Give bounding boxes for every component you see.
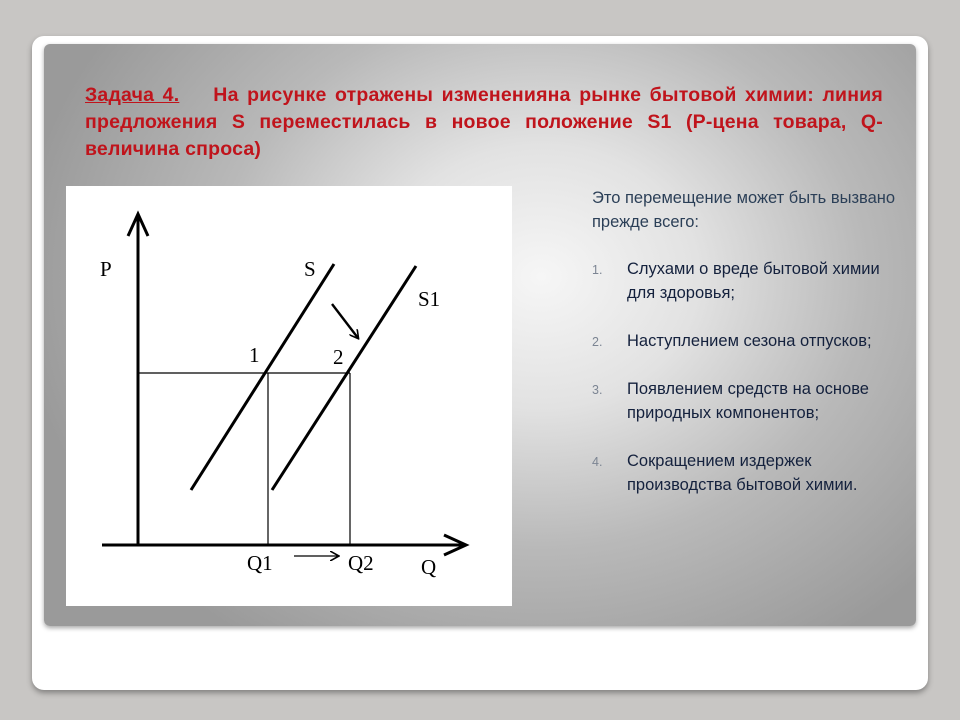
p-axis-label: P xyxy=(100,257,112,281)
option-number: 4. xyxy=(592,455,603,469)
question-intro: Это перемещение может быть вызвано прежде всего: xyxy=(592,189,896,231)
supply-shift-diagram xyxy=(66,186,512,606)
answer-option xyxy=(592,329,902,353)
option-text: Наступлением сезона отпусков; xyxy=(627,332,872,350)
point-1-label: 1 xyxy=(249,343,260,367)
s1-curve xyxy=(272,266,416,490)
s-curve-label: S xyxy=(304,257,316,281)
option-number: 2. xyxy=(592,335,603,349)
task-label: Задача 4. xyxy=(85,84,180,106)
shift-arrow xyxy=(332,304,358,338)
answer-options-list xyxy=(592,257,902,521)
option-text: Сокращением издержек производства бытовой химии. xyxy=(627,452,858,494)
diagram-svg xyxy=(66,186,512,606)
task-text: На рисунке отражены измененияна рынке бытовой химии: линия предложения S переместилась в новое положение S1 (P-цена товара, Q- величина спроса) xyxy=(85,84,883,160)
task-title xyxy=(85,82,883,163)
option-text: Слухами о вреде бытовой химии для здоровья; xyxy=(627,260,880,302)
q1-label: Q1 xyxy=(247,551,273,575)
answer-option xyxy=(592,257,902,305)
q2-label: Q2 xyxy=(348,551,374,575)
option-text: Появлением средств на основе природных компонентов; xyxy=(627,380,869,422)
s1-curve-label: S1 xyxy=(418,287,441,311)
option-number: 3. xyxy=(592,383,603,397)
point-2-label: 2 xyxy=(333,345,344,369)
answer-option xyxy=(592,377,902,425)
answer-option xyxy=(592,449,902,497)
q-axis-label: Q xyxy=(421,555,437,579)
option-number: 1. xyxy=(592,263,603,277)
s-curve xyxy=(191,264,334,490)
